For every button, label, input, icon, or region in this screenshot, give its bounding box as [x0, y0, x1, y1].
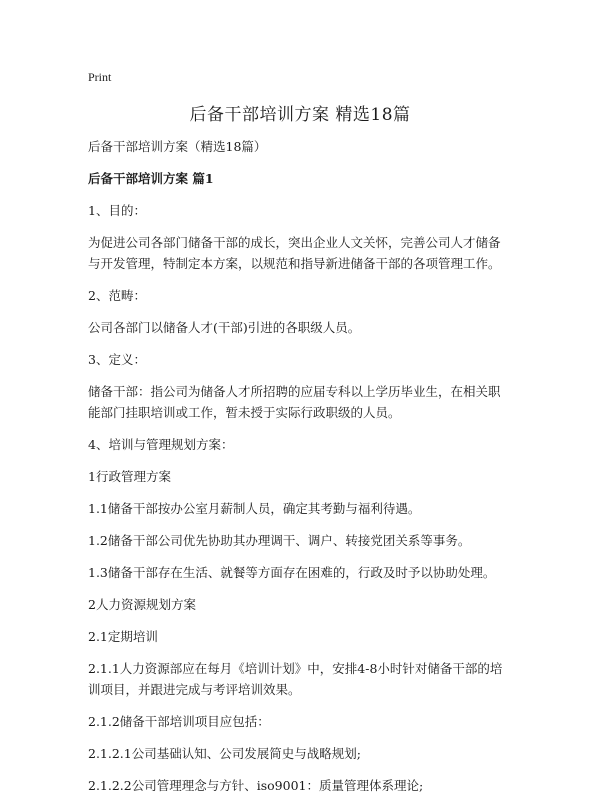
document-body: [88, 136, 512, 807]
paragraph: 2.1定期培训: [88, 629, 158, 644]
paragraph: 2.1.2储备干部培训项目应包括：: [88, 714, 270, 729]
paragraph: 2.1.2.2公司管理理念与方针、iso9001：质量管理体系理论;: [88, 778, 424, 793]
paragraph: 1、目的：: [88, 203, 146, 218]
paragraph: 公司各部门以储备人才(干部)引进的各职级人员。: [88, 320, 361, 335]
paragraph: 为促进公司各部门储备干部的成长，突出企业人文关怀，完善公司人才储备与开发管理，特制定本方案，以规范和指导新进储备干部的各项管理工作。: [88, 235, 501, 271]
paragraph: 3、定义：: [88, 352, 146, 367]
paragraph: 2.1.1人力资源部应在每月《培训计划》中，安排4-8小时针对储备干部的培训项目，并跟进完成与考评培训效果。: [88, 661, 503, 697]
paragraph: 1.3储备干部存在生活、就餐等方面存在困难的，行政及时予以协助处理。: [88, 565, 496, 580]
print-link[interactable]: Print: [88, 70, 112, 84]
paragraph: 1.2储备干部公司优先协助其办理调干、调户、转接党团关系等事务。: [88, 533, 471, 548]
section-heading: 后备干部培训方案 篇1: [88, 171, 214, 186]
paragraph: 储备干部：指公司为储备人才所招聘的应届专科以上学历毕业生，在相关职能部门挂职培训或工作，暂未授于实际行政职级的人员。: [88, 384, 501, 420]
paragraph: 2人力资源规划方案: [88, 597, 196, 612]
paragraph: 后备干部培训方案（精选18篇）: [88, 139, 267, 154]
paragraph: 2.1.2.1公司基础认知、公司发展简史与战略规划;: [88, 746, 361, 761]
paragraph: 1.1储备干部按办公室月薪制人员，确定其考勤与福利待遇。: [88, 501, 421, 516]
paragraph: 1行政管理方案: [88, 469, 171, 484]
paragraph: 2、范畴：: [88, 288, 146, 303]
document-title: 后备干部培训方案 精选18篇: [189, 105, 411, 125]
paragraph: 4、培训与管理规划方案：: [88, 437, 234, 452]
